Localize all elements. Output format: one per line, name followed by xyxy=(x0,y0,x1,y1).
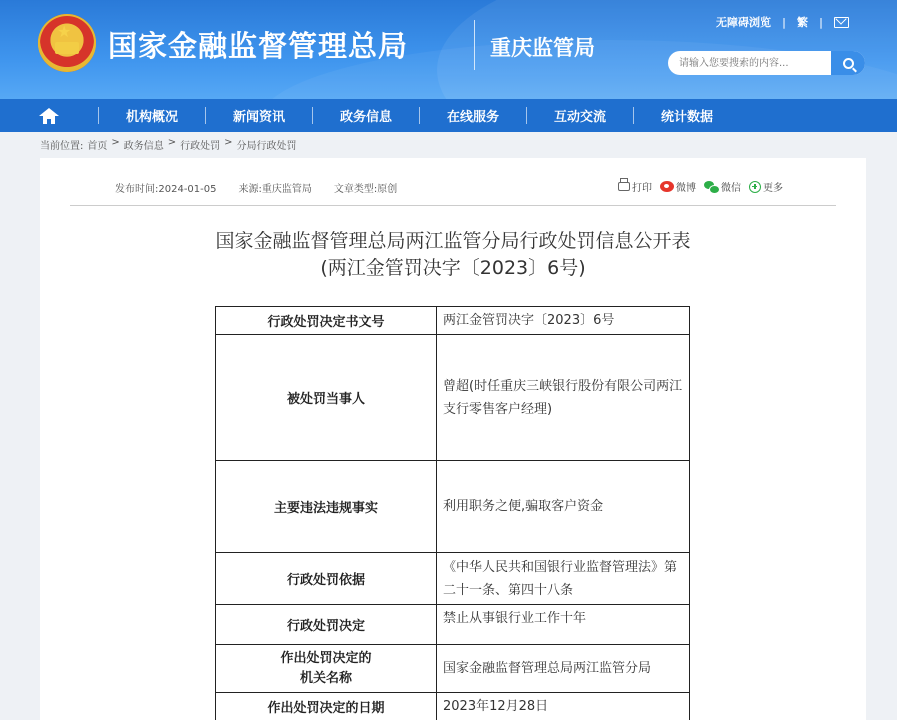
search-button[interactable] xyxy=(831,51,865,75)
search-input[interactable] xyxy=(668,51,831,75)
national-emblem-logo[interactable] xyxy=(38,14,96,72)
table-value-cell: 两江金管罚决字〔2023〕6号 xyxy=(437,307,690,335)
search-icon xyxy=(843,58,854,69)
table-row xyxy=(216,307,690,335)
table-key-cell: 行政处罚依据 xyxy=(216,553,437,605)
nav-item-label: 互动交流 xyxy=(553,110,606,125)
table-key-cell: 被处罚当事人 xyxy=(216,335,437,461)
table-key-cell: 主要违法违规事实 xyxy=(216,461,437,553)
home-icon xyxy=(40,108,58,124)
nav-item-label: 新闻资讯 xyxy=(232,110,285,125)
print-label: 打印 xyxy=(632,183,652,194)
nav-item-news[interactable] xyxy=(205,106,312,125)
nav-item-interaction[interactable] xyxy=(526,106,633,125)
table-value-cell: 2023年12月28日 xyxy=(437,693,690,720)
penalty-info-table xyxy=(215,306,690,720)
print-button[interactable] xyxy=(618,179,652,194)
nav-item-statistics[interactable] xyxy=(633,106,740,125)
table-row xyxy=(216,553,690,605)
link-separator: | xyxy=(782,15,787,29)
search-box xyxy=(668,51,865,75)
emblem-gate-icon xyxy=(55,42,79,54)
table-value-cell: 《中华人民共和国银行业监督管理法》第二十一条、第四十八条 xyxy=(437,553,690,605)
nav-item-label: 在线服务 xyxy=(446,110,499,125)
breadcrumb-penalty[interactable]: 行政处罚 xyxy=(180,141,221,152)
table-key-cell: 行政处罚决定书文号 xyxy=(216,307,437,335)
table-key-cell: 作出处罚决定的日期 xyxy=(216,693,437,720)
main-nav xyxy=(0,99,897,132)
weibo-icon xyxy=(660,181,674,192)
more-label: 更多 xyxy=(763,183,783,194)
breadcrumb-separator: > xyxy=(111,137,120,148)
wechat-icon xyxy=(704,181,719,193)
table-row xyxy=(216,693,690,720)
article-meta xyxy=(115,180,419,195)
meta-divider xyxy=(70,205,836,206)
table-value-cell: 曾超(时任重庆三峡银行股份有限公司两江支行零售客户经理) xyxy=(437,335,690,461)
nav-home[interactable] xyxy=(0,108,98,124)
plus-icon xyxy=(749,181,761,193)
publish-time: 发布时间:2024-01-05 xyxy=(115,184,217,195)
wechat-label: 微信 xyxy=(721,183,741,194)
share-bar xyxy=(618,179,791,194)
mail-icon[interactable] xyxy=(834,17,849,28)
link-separator: | xyxy=(819,15,824,29)
breadcrumb xyxy=(40,137,301,152)
table-value-cell: 利用职务之便,骗取客户资金 xyxy=(437,461,690,553)
table-key-cell: 行政处罚决定 xyxy=(216,605,437,645)
wechat-share-button[interactable] xyxy=(704,179,741,194)
nav-item-gov-info[interactable] xyxy=(312,106,419,125)
traditional-chinese-link[interactable]: 繁 xyxy=(797,16,809,29)
emblem-star-icon: ★ xyxy=(57,22,72,41)
breadcrumb-separator: > xyxy=(224,137,233,148)
table-row xyxy=(216,605,690,645)
title-divider xyxy=(474,20,475,70)
branch-title: 重庆监管局 xyxy=(490,36,595,60)
table-value-cell: 禁止从事银行业工作十年 xyxy=(437,605,690,645)
site-title[interactable]: 国家金融监督管理总局 xyxy=(108,29,409,63)
accessibility-link[interactable]: 无障碍浏览 xyxy=(716,16,771,29)
weibo-share-button[interactable] xyxy=(660,179,696,194)
top-links xyxy=(716,14,849,30)
document-title xyxy=(40,228,866,282)
breadcrumb-branch-penalty[interactable]: 分局行政处罚 xyxy=(236,141,297,152)
breadcrumb-label: 当前位置: xyxy=(40,141,84,152)
nav-item-about[interactable] xyxy=(98,106,205,125)
article-source: 来源:重庆监管局 xyxy=(238,184,312,195)
nav-item-label: 政务信息 xyxy=(339,110,392,125)
table-key-line: 机关名称 xyxy=(299,670,352,686)
document-title-line2: (两江金管罚决字〔2023〕6号) xyxy=(320,257,586,279)
table-key-line: 作出处罚决定的 xyxy=(280,650,372,666)
breadcrumb-gov-info[interactable]: 政务信息 xyxy=(123,141,164,152)
print-icon xyxy=(618,182,630,191)
table-key-cell xyxy=(216,645,437,693)
article-type: 文章类型:原创 xyxy=(333,184,398,195)
table-value-cell: 国家金融监督管理总局两江监管分局 xyxy=(437,645,690,693)
breadcrumb-home[interactable]: 首页 xyxy=(87,141,108,152)
document-title-line1: 国家金融监督管理总局两江监管分局行政处罚信息公开表 xyxy=(215,230,691,252)
nav-item-label: 统计数据 xyxy=(660,110,713,125)
site-header xyxy=(0,0,897,99)
nav-item-online-service[interactable] xyxy=(419,106,526,125)
more-share-button[interactable] xyxy=(749,179,783,194)
table-row xyxy=(216,461,690,553)
table-row xyxy=(216,335,690,461)
content-panel xyxy=(40,158,866,720)
table-row xyxy=(216,645,690,693)
weibo-label: 微博 xyxy=(676,183,696,194)
nav-item-label: 机构概况 xyxy=(125,110,178,125)
breadcrumb-separator: > xyxy=(167,137,177,148)
